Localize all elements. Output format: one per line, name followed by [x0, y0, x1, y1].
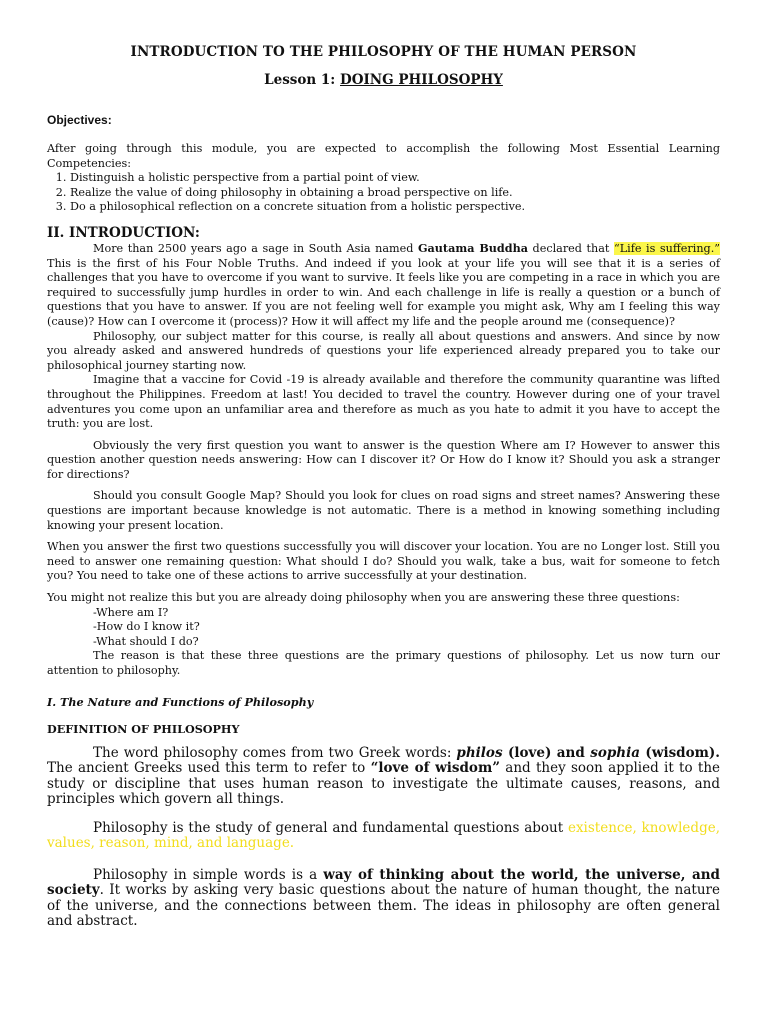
- love-of-wisdom-term: “love of wisdom”: [370, 760, 500, 777]
- question-item: -Where am I?: [93, 605, 169, 619]
- definition-paragraph-3: [47, 868, 720, 930]
- lesson-prefix: Lesson 1:: [264, 72, 340, 88]
- objectives-heading: Objectives:: [47, 113, 112, 127]
- objective-item: 2. Realize the value of doing philosophy in obtaining a broad perspective on life.: [70, 186, 720, 201]
- intro-paragraph-4: Obviously the very first question you want to answer is the question Where am I? However to answer this question another question needs answering: How can I discover it? Or How do I know it? Should you ask a stranger for directions?: [47, 438, 720, 481]
- objective-item: 1. Distinguish a holistic perspective from a partial point of view.: [70, 171, 720, 186]
- definition-heading: DEFINITION OF PHILOSOPHY: [47, 721, 240, 736]
- philos-term: philos: [456, 744, 503, 761]
- buddha-name: Gautama Buddha: [418, 240, 528, 255]
- nature-heading: I. The Nature and Functions of Philosophy: [47, 694, 314, 709]
- introduction-heading: II. INTRODUCTION:: [47, 224, 200, 241]
- intro-paragraph-2: Philosophy, our subject matter for this course, is really all about questions and answers. And since by now you already asked and answered hundreds of questions your life experienced already prepared you to take our philosophical journey starting now.: [47, 329, 720, 372]
- objectives-list: [47, 171, 720, 215]
- sophia-term: sophia: [590, 744, 640, 761]
- lesson-title: [47, 72, 720, 88]
- text-run: and they soon applied it to the study or discipline that uses human reason to investigate the ultimate causes, reasons, and principles which govern all things.: [47, 760, 721, 808]
- intro-paragraph-7: You might not realize this but you are already doing philosophy when you are answering these three questions:: [47, 591, 680, 605]
- text-run: (love) and: [502, 744, 591, 761]
- intro-paragraph-3: Imagine that a vaccine for Covid -19 is already available and therefore the community quarantine was lifted throughout the Philippines. Freedom at last! You decided to travel the country. However during one of your travel adventures you come upon an unfamiliar area and therefore as much as you hate to admit it you have to accept the truth: you are lost.: [47, 373, 720, 431]
- intro-paragraph-1: [47, 241, 720, 330]
- document-title: INTRODUCTION TO THE PHILOSOPHY OF THE HUMAN PERSON: [130, 44, 637, 60]
- text-run: The ancient Greeks used this term to refer to: [47, 760, 371, 777]
- highlighted-quote: “Life is suffering.”: [613, 241, 720, 255]
- intro-paragraph-8: The reason is that these three questions are the primary questions of philosophy. Let us now turn our attention to philosophy.: [47, 649, 720, 677]
- text-run: . It works by asking very basic questions about the nature of human thought, the nature of the universe, and the connections between them. The ideas in philosophy are often general and abstract.: [47, 882, 720, 930]
- definition-paragraph-1: [47, 746, 720, 808]
- objectives-intro: After going through this module, you are expected to accomplish the following Most Essential Learning Competencies:: [47, 142, 720, 170]
- intro-paragraph-6: When you answer the first two questions successfully you will discover your location. You are no Longer lost. Still you need to answer one remaining question: What should I do? Should you walk, take a bus, wait for someone to fetch you? You need to take one of these actions to arrive successfully at your destination.: [47, 540, 720, 583]
- text-run: Philosophy is the study of general and fundamental questions about: [93, 819, 568, 836]
- objective-item: 3. Do a philosophical reflection on a concrete situation from a holistic perspective.: [70, 200, 720, 215]
- definition-paragraph-2: [47, 821, 720, 852]
- text-run: (wisdom).: [639, 744, 720, 761]
- yellow-text: existence, knowledge, values, reason, mind, and language.: [47, 819, 720, 852]
- text-run: declared that: [527, 241, 614, 255]
- lesson-name: DOING PHILOSOPHY: [340, 72, 503, 88]
- text-run: Philosophy in simple words is a: [93, 866, 324, 883]
- definition-section: [47, 746, 720, 930]
- question-item: -How do I know it?: [93, 620, 200, 634]
- bold-phrase: way of thinking about the world, the universe, and society: [47, 866, 720, 899]
- text-run: The word philosophy comes from two Greek words:: [93, 744, 457, 761]
- text-run: More than 2500 years ago a sage in South Asia named: [93, 241, 418, 255]
- text-run: This is the first of his Four Noble Truths. And indeed if you look at your life you will see that it is a series of challenges that you have to overcome if you want to survive. It feels like you are competing in a race in which you are required to successfully jump hurdles in order to win. And each challenge in life is really a question or a bunch of questions that you have to answer. If you are not feeling well for example you might ask, Why am I feeling this way (cause)? How can I overcome it (process)? How it will affect my life and the people around me (consequence)?: [47, 256, 720, 328]
- question-item: -What should I do?: [93, 634, 199, 648]
- intro-paragraph-5: Should you consult Google Map? Should you look for clues on road signs and street names? Answering these questions are important because knowledge is not automatic. There is a method in knowing something including knowing your present location.: [47, 489, 720, 532]
